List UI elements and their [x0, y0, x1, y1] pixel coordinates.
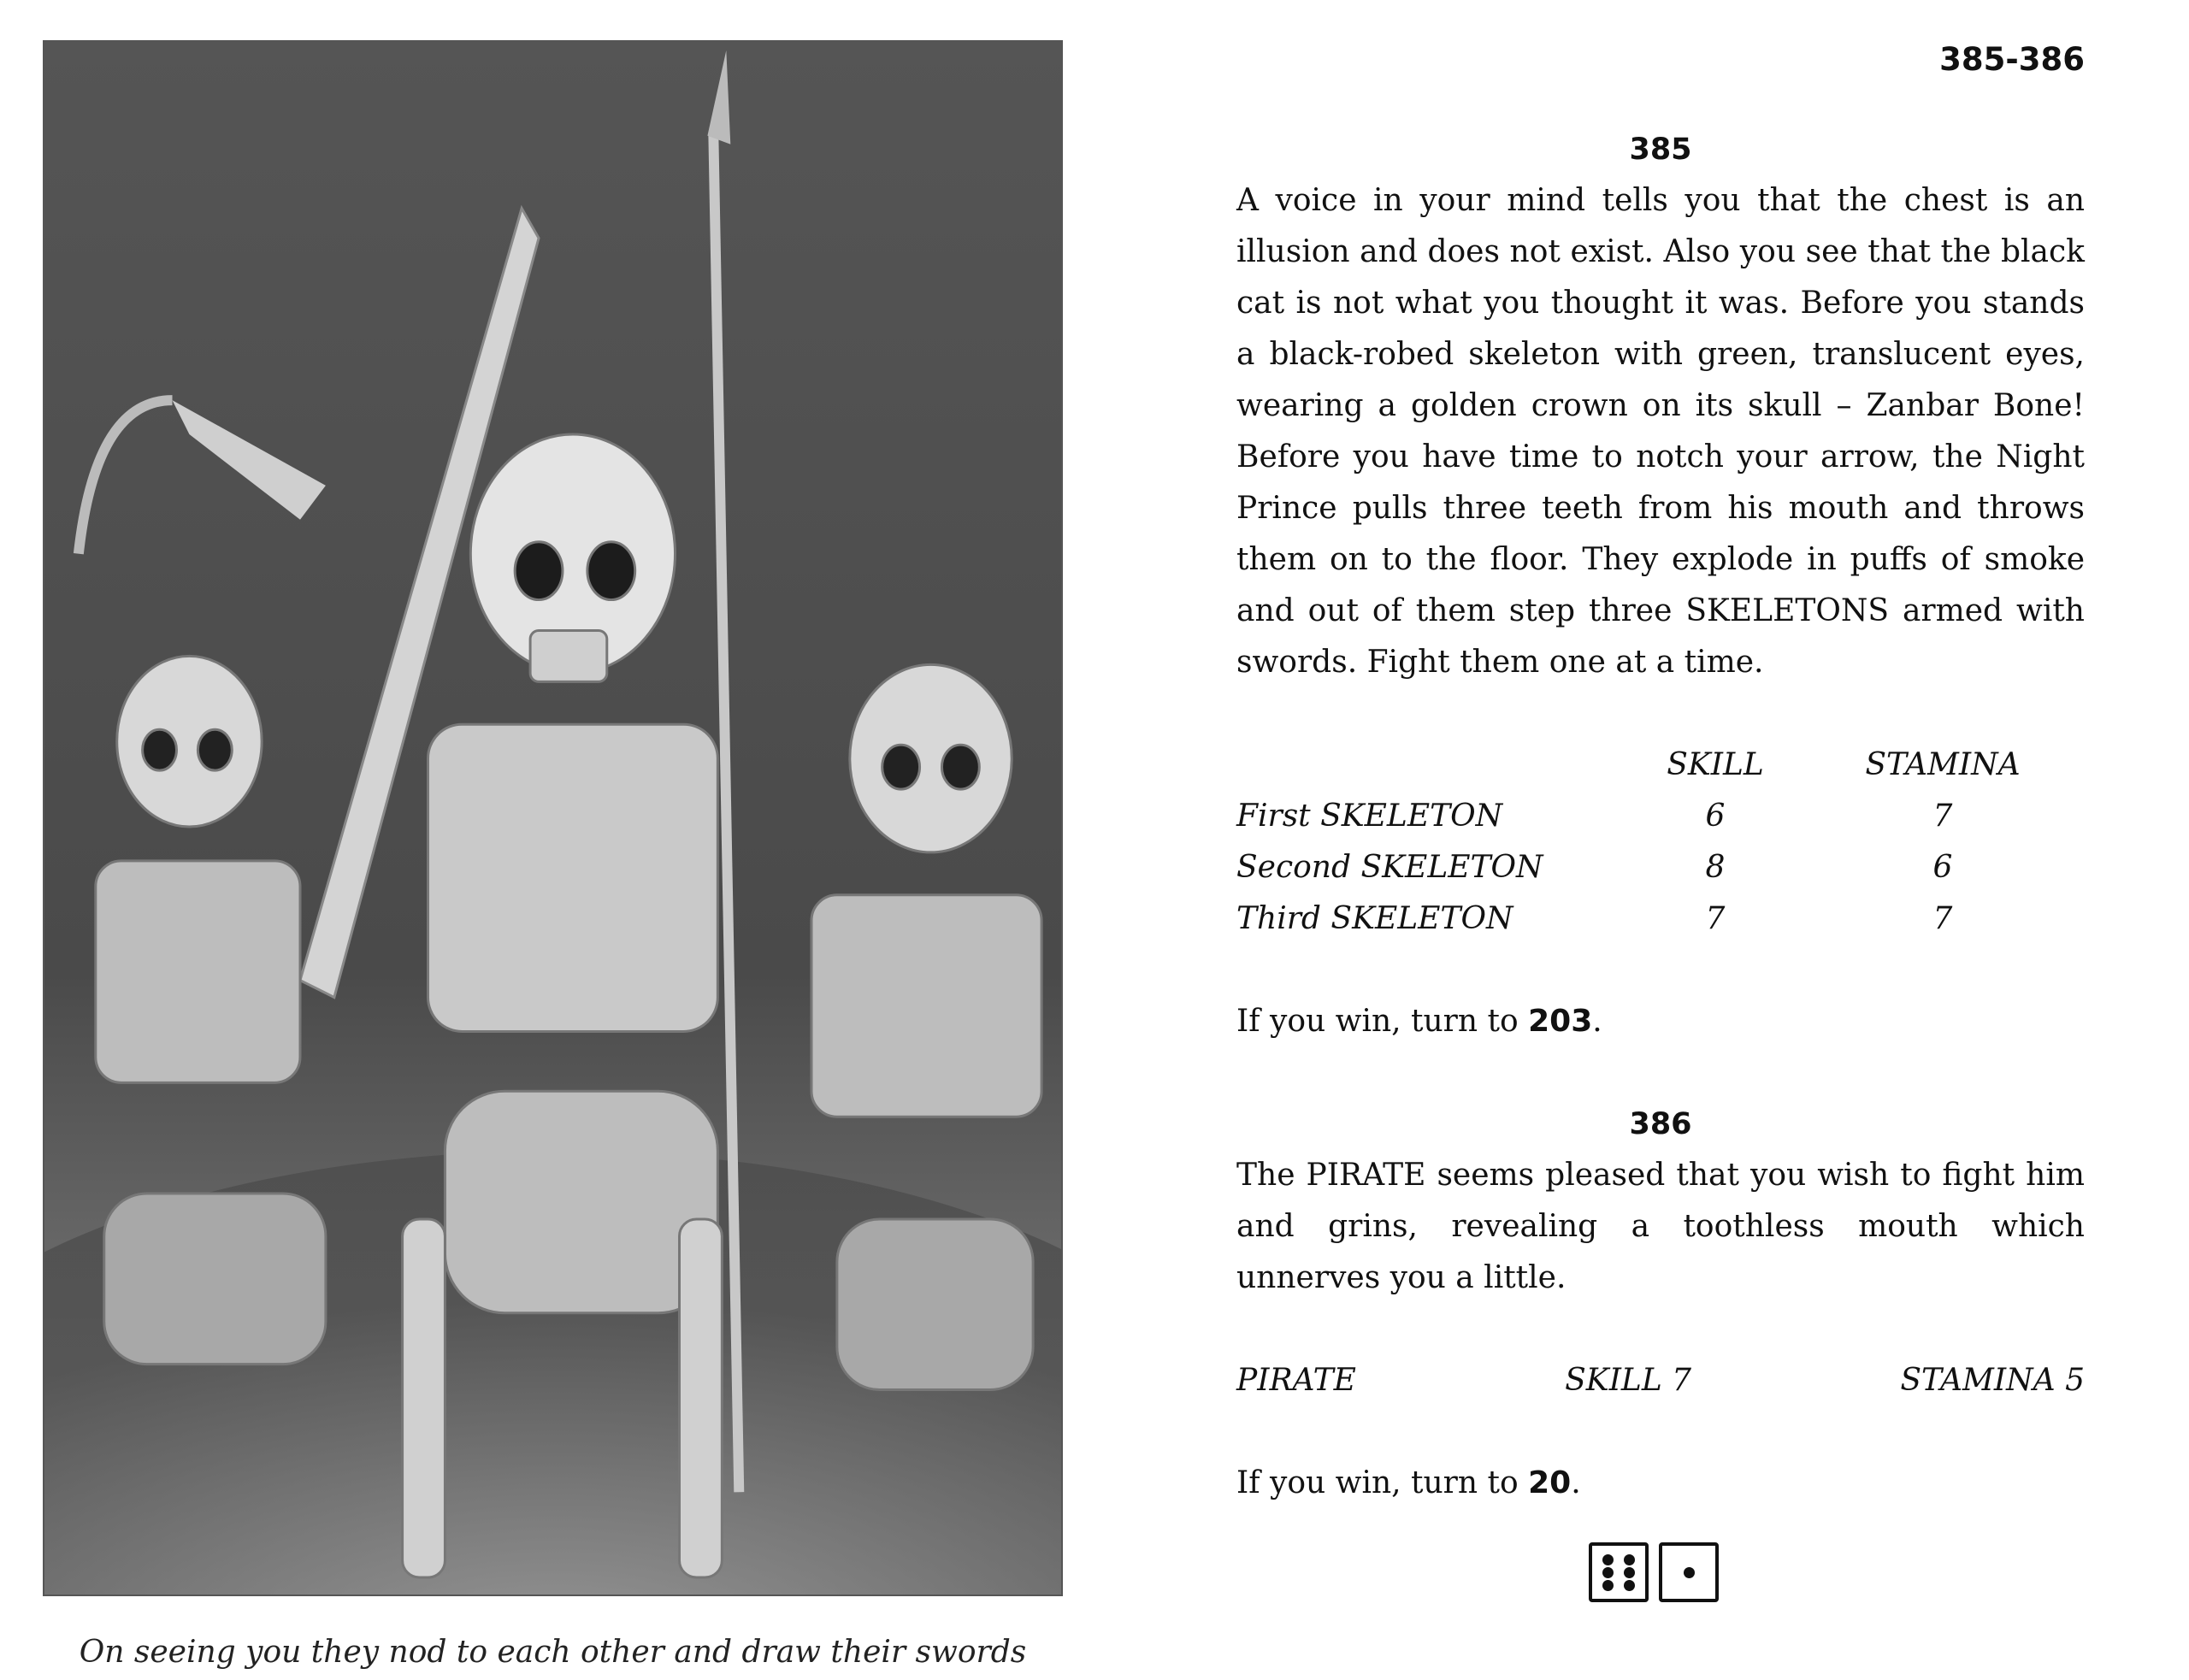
section-385-outcome: [1236, 996, 2085, 1047]
stamina-header: STAMINA: [1865, 747, 2021, 782]
dice-footer: [1589, 1542, 1719, 1602]
outcome-punct: .: [1571, 1465, 1581, 1500]
enemy-stamina: 7: [1932, 799, 1953, 834]
illustration-caption: On seeing you they nod to each other and draw their swords: [79, 1635, 1027, 1670]
pirate-skill: SKILL 7: [1565, 1363, 1692, 1398]
pirate-stamina: STAMINA 5: [1900, 1363, 2085, 1398]
enemy-name: Third SKELETON: [1236, 901, 1513, 936]
outcome-text: If you win, turn to: [1236, 1004, 1529, 1039]
enemy-row: [1236, 791, 2085, 842]
pirate-combat-row: [1236, 1355, 2085, 1406]
section-385-paragraph: A voice in your mind tells you that the chest is an illusion and does not exist. Also you see that the black cat is not what you thought it was. Before you stands a black-robed skeleton with green, translucent eyes, wearing a golden crown on its skull – Zanbar Bone! Before you have time to notch your arrow, the Night Prince pulls three teeth from his mouth and throws them on to the floor. They explode in puffs of smoke and out of them step three SKELETONS armed with swords. Fight them one at a time.: [1236, 183, 2085, 680]
enemy-stamina: 7: [1932, 901, 1953, 936]
enemy-skill: 6: [1705, 799, 1726, 834]
turn-to-link-203[interactable]: 203: [1528, 1004, 1593, 1039]
pirate-name: PIRATE: [1236, 1363, 1356, 1398]
die-six-icon: [1589, 1542, 1649, 1602]
section-number-386: 386: [1629, 1107, 1692, 1141]
skill-header: SKILL: [1667, 747, 1764, 782]
enemy-name: First SKELETON: [1236, 799, 1503, 834]
enemy-skill: 7: [1705, 901, 1726, 936]
page-range-header: 385-386: [1939, 41, 2085, 78]
turn-to-link-20[interactable]: 20: [1528, 1465, 1572, 1500]
outcome-text: If you win, turn to: [1236, 1465, 1529, 1500]
section-386-outcome: [1236, 1458, 2085, 1509]
die-one-icon: [1659, 1542, 1719, 1602]
skeletons-illustration: [43, 40, 1063, 1596]
enemy-row: [1236, 893, 2085, 945]
enemy-skill: 8: [1705, 850, 1726, 885]
combat-header-row: [1236, 740, 2085, 791]
text-column: [1236, 124, 2085, 1509]
enemy-row: [1236, 842, 2085, 893]
section-386-paragraph: The PIRATE seems pleased that you wish to fight him and grins, revealing a toothless mouth which unnerves you a little.: [1236, 1158, 2085, 1295]
outcome-punct: .: [1592, 1004, 1602, 1039]
enemy-name: Second SKELETON: [1236, 850, 1543, 885]
skeleton-combat-table: [1236, 740, 2085, 945]
section-number-385: 385: [1629, 133, 1692, 167]
enemy-stamina: 6: [1932, 850, 1953, 885]
